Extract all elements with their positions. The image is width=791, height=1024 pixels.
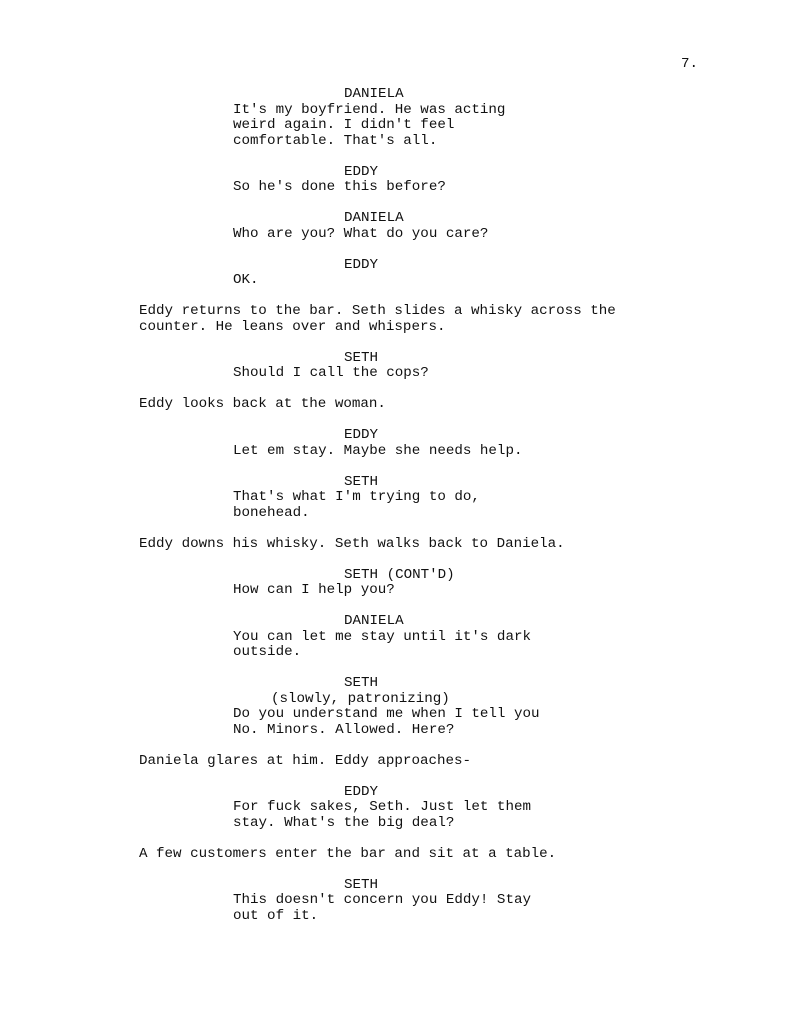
blank-line bbox=[0, 382, 791, 398]
parenthetical: (slowly, patronizing) bbox=[271, 690, 450, 707]
blank-line bbox=[0, 289, 791, 305]
character-name: DANIELA bbox=[344, 86, 404, 102]
character-name: DANIELA bbox=[344, 210, 404, 226]
action-line: A few customers enter the bar and sit at a table. bbox=[139, 845, 557, 862]
dialogue-line: You can let me stay until it's dark bbox=[233, 628, 531, 645]
action-line: Eddy returns to the bar. Seth slides a whisky across the bbox=[139, 303, 616, 319]
dialogue-line: Let em stay. Maybe she needs help. bbox=[233, 442, 523, 459]
action-line: Eddy downs his whisky. Seth walks back to Daniela. bbox=[139, 535, 565, 552]
dialogue-line: Who are you? What do you care? bbox=[233, 225, 489, 242]
blank-line bbox=[0, 521, 791, 537]
blank-line bbox=[0, 242, 791, 258]
character-name: EDDY bbox=[344, 256, 379, 273]
dialogue-line: Should I call the cops? bbox=[233, 365, 429, 381]
character-name: SETH (CONT'D) bbox=[344, 566, 455, 583]
blank-line bbox=[0, 738, 791, 754]
page-number: 7. bbox=[681, 56, 699, 72]
blank-line bbox=[0, 862, 791, 878]
blank-line bbox=[0, 599, 791, 615]
dialogue-line: OK. bbox=[233, 272, 259, 288]
blank-line bbox=[0, 552, 791, 568]
character-name: DANIELA bbox=[344, 613, 404, 629]
dialogue-line: Do you understand me when I tell you bbox=[233, 706, 540, 722]
character-name: SETH bbox=[344, 876, 379, 893]
character-name: EDDY bbox=[344, 427, 379, 443]
blank-line bbox=[0, 335, 791, 351]
character-name: SETH bbox=[344, 675, 379, 691]
blank-line bbox=[0, 413, 791, 429]
character-name: EDDY bbox=[344, 783, 379, 800]
blank-line bbox=[0, 196, 791, 212]
dialogue-line: For fuck sakes, Seth. Just let them bbox=[233, 799, 531, 815]
character-name: SETH bbox=[344, 349, 379, 366]
blank-line bbox=[0, 831, 791, 847]
dialogue-line: out of it. bbox=[233, 907, 319, 924]
action-line: counter. He leans over and whispers. bbox=[139, 318, 446, 335]
action-line: Daniela glares at him. Eddy approaches- bbox=[139, 752, 472, 769]
screenplay-body bbox=[0, 87, 791, 924]
dialogue-line: comfortable. That's all. bbox=[233, 132, 438, 149]
blank-line bbox=[0, 769, 791, 785]
dialogue-line: bonehead. bbox=[233, 504, 310, 521]
blank-line bbox=[0, 149, 791, 165]
dialogue-line: No. Minors. Allowed. Here? bbox=[233, 721, 455, 738]
action-line: Eddy looks back at the woman. bbox=[139, 396, 386, 412]
dialogue-line: It's my boyfriend. He was acting bbox=[233, 101, 506, 118]
dialogue-line: This doesn't concern you Eddy! Stay bbox=[233, 892, 531, 908]
dialogue-line: How can I help you? bbox=[233, 582, 395, 598]
dialogue-line: That's what I'm trying to do, bbox=[233, 489, 480, 505]
dialogue-line: So he's done this before? bbox=[233, 179, 446, 195]
dialogue-line: stay. What's the big deal? bbox=[233, 814, 455, 831]
blank-line bbox=[0, 661, 791, 677]
character-name: SETH bbox=[344, 473, 379, 490]
blank-line bbox=[0, 459, 791, 475]
character-name: EDDY bbox=[344, 163, 379, 180]
dialogue-line: outside. bbox=[233, 644, 302, 660]
dialogue-line: weird again. I didn't feel bbox=[233, 117, 455, 133]
